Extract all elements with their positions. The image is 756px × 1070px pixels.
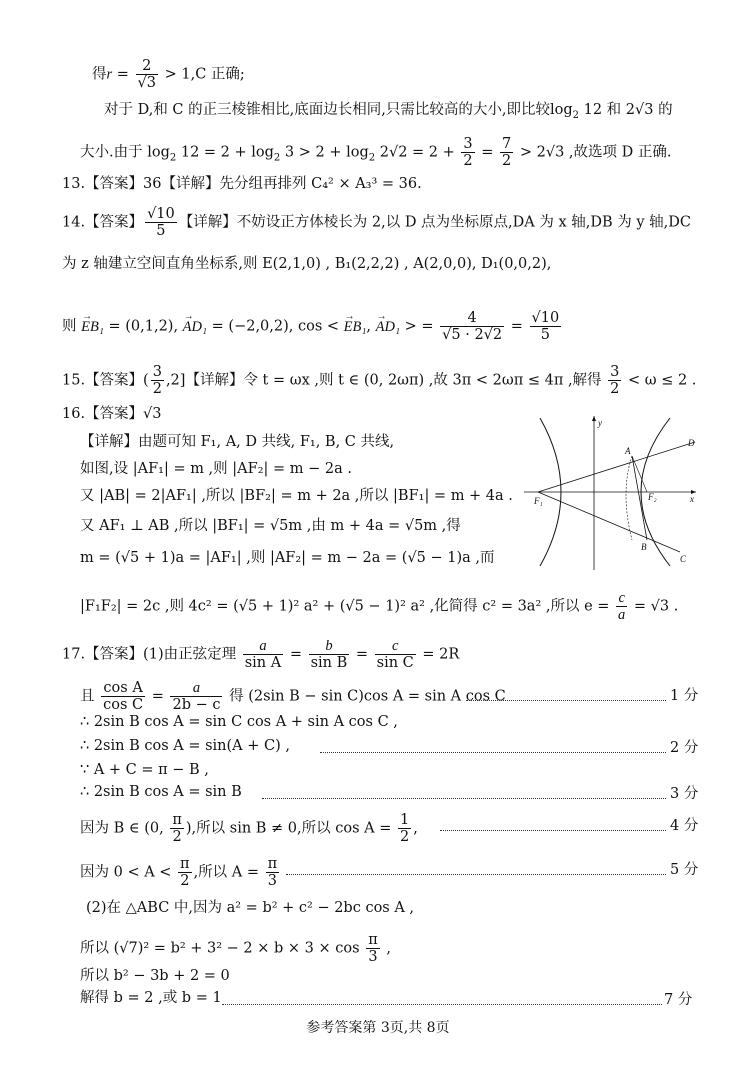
answer-14-coords: 为 z 轴建立空间直角坐标系,则 E(2,1,0) , B₁(2,2,2) , A(2,0,0), D₁(0,0,2), [62, 256, 552, 272]
answer-17-head: 17.【答案】(1)由正弦定理 $\frac{a}{\text{sin A}}$ = $\frac{b}{\text{sin B}}$ = $\frac{c}{\text{sin C}}$ = 2R [62, 638, 460, 671]
score-5: 5 分 [670, 862, 699, 878]
answer-16-line4: 又 AF₁ ⊥ AB ,所以 |BF₁| = √5m ,由 m + 4a = √5m ,得 [80, 518, 461, 534]
answer-14-head: 14.【答案】 $\frac{√10}{5}$ 【详解】不妨设正方体棱长为 2,以 D 点为坐标原点,DA 为 x 轴,DB 为 y 轴,DC [62, 206, 691, 239]
answer-14-vectors: 则 → EB₁ = (0,1,2), → AD₁ = (−2,0,2), cos < → EB₁, → AD₁ > = $\frac{4}{√5 \cdot 2√2}$ = $\frac{√10}{5}$ [62, 310, 563, 343]
leader-1 [466, 700, 666, 701]
label-y: y [598, 418, 602, 428]
score-1: 1 分 [670, 688, 699, 704]
label-D: D [688, 438, 695, 448]
answer-17-part2: (2)在 △ABC 中,因为 a² = b² + c² − 2bc cos A , [86, 900, 415, 916]
answer-16-line3: 又 |AB| = 2|AF₁| ,所以 |BF₂| = m + 2a ,所以 |BF₁| = m + 4a . [80, 488, 513, 504]
answer-16-line5: m = (√5 + 1)a = |AF₁| ,则 |AF₂| = m − 2a = (√5 − 1)a ,而 [80, 550, 495, 566]
line-F1-C [538, 492, 680, 552]
leader-2 [320, 752, 666, 753]
answer-16-line6: |F₁F₂| = 2c ,则 4c² = (√5 + 1)² a² + (√5 − 1)² a² ,化简得 c² = 3a² ,所以 e = $\frac{c}{a}$ = √3 . [80, 590, 679, 623]
answer-17-step2: ∴ 2sin B cos A = sin C cos A + sin A cos C , [80, 714, 398, 730]
leader-7 [222, 1004, 662, 1005]
answer-16-line2: 如图,设 |AF₁| = m ,则 |AF₂| = m − 2a . [80, 461, 352, 477]
label-x: x [690, 494, 694, 504]
line-F1-D [538, 442, 695, 492]
label-F2: F₂ [648, 492, 657, 502]
label-F1: F₁ [534, 496, 543, 506]
line-compare-d: 对于 D,和 C 的正三棱锥相比,底面边长相同,只需比较高的大小,即比较$\log_2 12$ 和 2√3 的 [104, 102, 673, 121]
answer-17-step3: ∴ 2sin B cos A = sin(A + C) , [80, 738, 290, 754]
answer-16-head: 16.【答案】√3 [62, 406, 162, 422]
answer-17-step1: 且 $\frac{\text{cos A}}{\text{cos C}}$ = $\frac{a}{2b - c}$ 得 (2sin B − sin C)cos A = sin A cos C [80, 680, 506, 713]
y-axis-arrow [592, 416, 596, 421]
answer-17-step5: ∴ 2sin B cos A = sin B [80, 784, 242, 800]
answer-17-step6: 因为 B ∈ (0, $\frac{\pi}{2}$ ),所以 sin B ≠ 0,所以 cos A = $\frac{1}{2}$ , [80, 812, 418, 845]
line-log-inequality: 大小.由于 $\log_2 12 = 2 + \log_2 3 > 2 + \log_2 2√2 = 2$ + $\frac{3}{2}$ = $\frac{7}{2}$ > 2√3 ,故选项 D 正确. [80, 136, 672, 169]
label-C: C [680, 554, 687, 564]
score-2: 2 分 [670, 740, 699, 756]
line-r-result: 得r = $\frac{2}{√3}$ > 1,C 正确; [92, 58, 245, 91]
answer-17-part2-step2: 所以 b² − 3b + 2 = 0 [80, 968, 230, 984]
hyperbola-figure [520, 412, 700, 572]
leader-5 [286, 874, 666, 875]
score-4: 4 分 [670, 818, 699, 834]
label-A: A [625, 446, 631, 456]
arc-dashed [626, 456, 632, 540]
answer-17-part2-step3: 解得 b = 2 ,或 b = 1 [80, 990, 222, 1006]
score-7: 7 分 [664, 992, 693, 1008]
segment-AF2 [632, 456, 647, 492]
leader-3 [262, 798, 666, 799]
label-B: B [641, 542, 647, 552]
score-3: 3 分 [670, 786, 699, 802]
answer-13: 13.【答案】36【详解】先分组再排列 C₄² × A₃³ = 36. [62, 176, 422, 192]
leader-4 [440, 830, 666, 831]
answer-17-step7: 因为 0 < A < $\frac{\pi}{2}$ ,所以 A = $\frac{\pi}{3}$ [80, 856, 278, 889]
segment-AB [632, 456, 647, 540]
page-footer: 参考答案第 3页,共 8页 [306, 1020, 450, 1036]
answer-17-part2-step1: 所以 (√7)² = b² + 3² − 2 × b × 3 × cos $\frac{\pi}{3}$ , [80, 932, 391, 965]
answer-17-step4: ∵ A + C = π − B , [80, 762, 209, 778]
answer-15: 15.【答案】( $\frac{3}{2}$ ,2]【详解】令 t = ωx ,则 t ∈ (0, 2ωπ) ,故 3π < 2ωπ ≤ 4π ,解得 $\frac{3}{2}$ < ω ≤ 2 . [62, 364, 697, 397]
answer-16-line1: 【详解】由题可知 F₁, A, D 共线, F₁, B, C 共线, [80, 434, 395, 450]
